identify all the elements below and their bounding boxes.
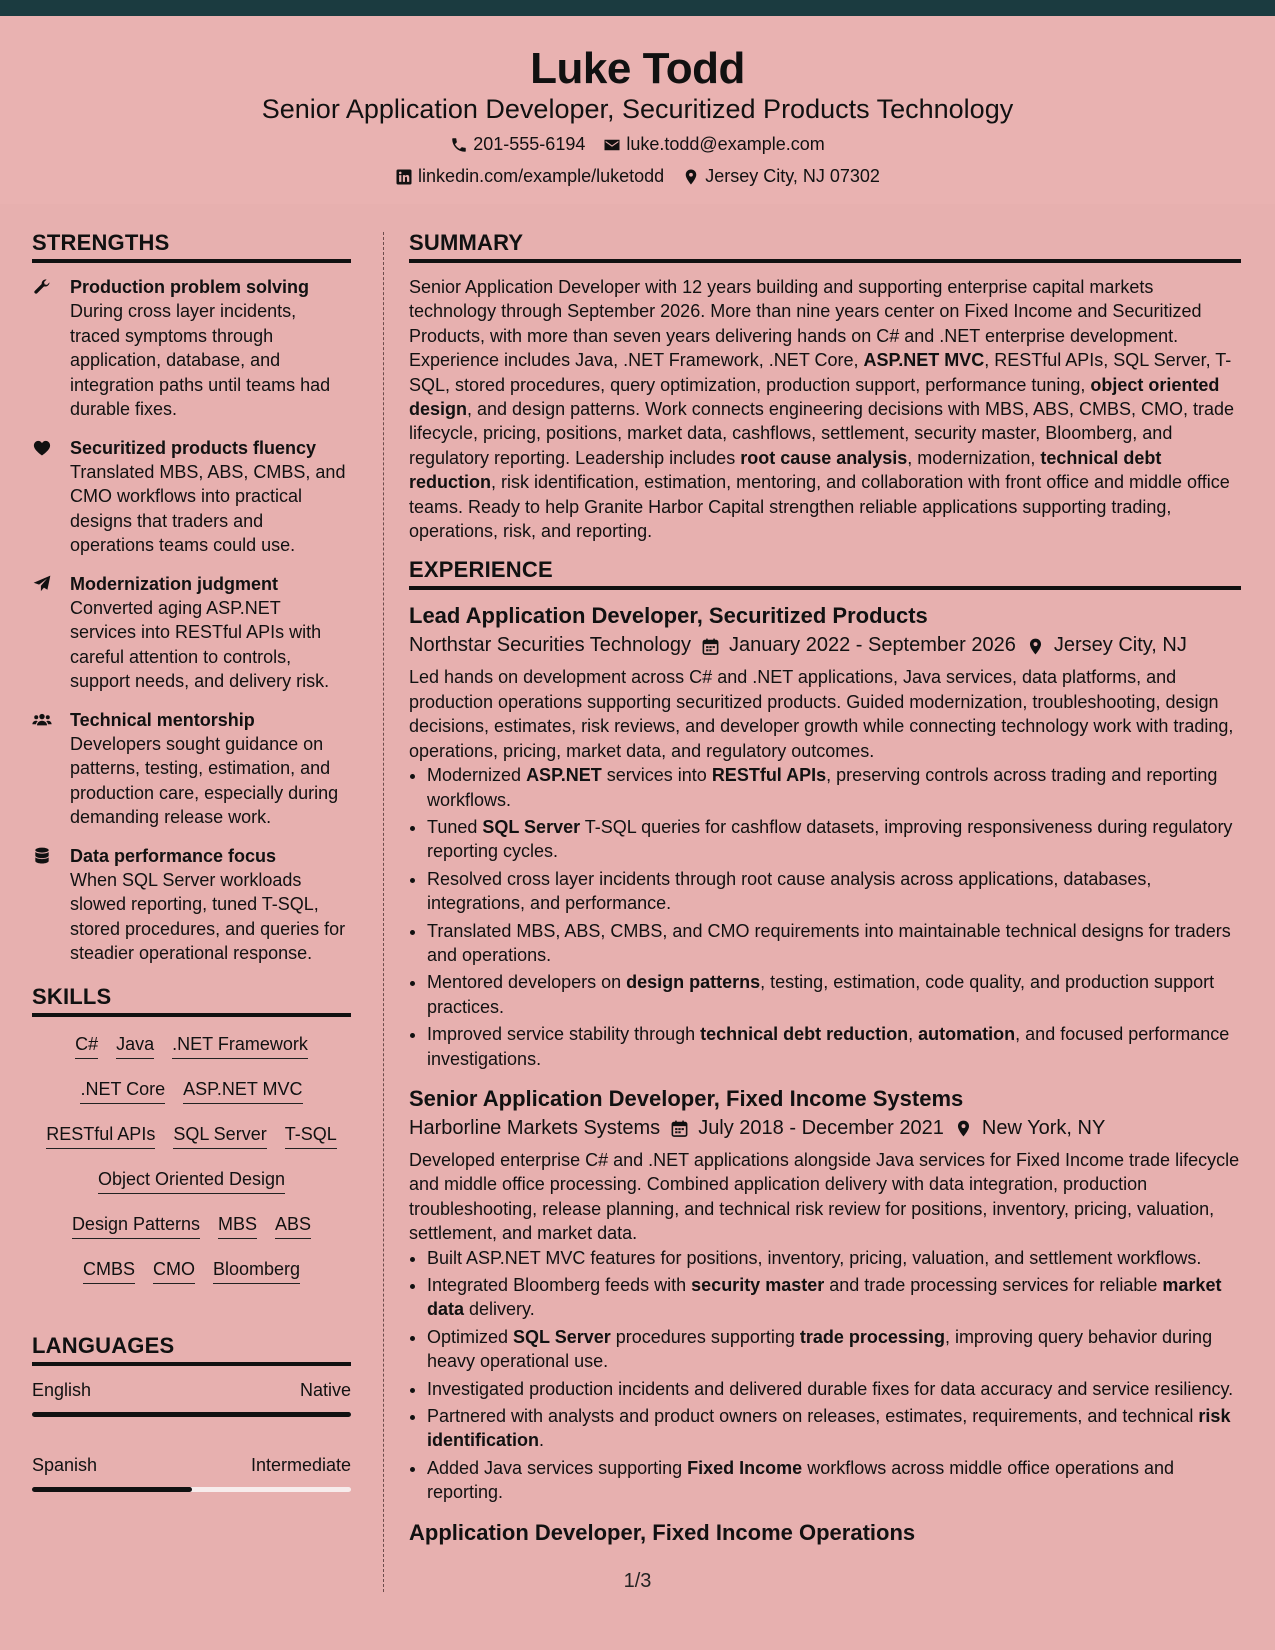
job-title: Senior Application Developer, Fixed Income Systems xyxy=(409,1085,964,1111)
language-level: Native xyxy=(299,1379,351,1400)
language-proficiency-bar xyxy=(32,1487,351,1492)
heart-icon xyxy=(32,436,70,558)
bold-keyword: design patterns xyxy=(626,972,761,993)
bold-keyword: Fixed Income xyxy=(687,1457,803,1478)
strength-text: Translated MBS, ABS, CMBS, and CMO workflows into practical designs that traders and operations teams could use. xyxy=(70,461,346,555)
job-bullet: • Tuned SQL Server T-SQL queries for cashflow datasets, improving responsiveness during regulatory reporting cycles. xyxy=(427,815,1241,864)
skill-tag: MBS xyxy=(218,1213,257,1239)
skill-row xyxy=(32,1213,351,1258)
bold-keyword: technical debt reduction xyxy=(409,447,1162,493)
strength-item xyxy=(32,275,351,422)
linkedin-contact[interactable] xyxy=(395,166,664,187)
map-pin-icon xyxy=(1026,637,1044,655)
job-title: Lead Application Developer, Securitized Products xyxy=(409,603,928,629)
job-bullets xyxy=(409,1246,1241,1505)
right-column xyxy=(409,230,1241,1547)
bold-keyword: technical debt reduction xyxy=(700,1024,909,1045)
job-location: New York, NY xyxy=(981,1116,1106,1139)
strength-title: Data performance focus xyxy=(70,845,277,866)
bold-keyword: SQL Server xyxy=(482,816,581,837)
map-pin-icon xyxy=(954,1119,972,1137)
bold-keyword: object oriented design xyxy=(409,374,1220,420)
job-bullet: • Modernized ASP.NET services into RESTful APIs, preserving controls across trading and reporting workflows. xyxy=(427,763,1241,812)
job-bullet: • Added Java services supporting Fixed Income workflows across middle office operations and reporting. xyxy=(427,1456,1241,1505)
wrench-icon xyxy=(32,275,70,422)
job-bullets xyxy=(409,763,1241,1071)
phone-icon xyxy=(450,136,468,154)
strengths-heading: STRENGTHS xyxy=(32,230,351,263)
skill-row xyxy=(32,1123,351,1168)
top-accent-bar xyxy=(0,0,1275,16)
skill-tag: CMO xyxy=(153,1258,195,1284)
strength-item xyxy=(32,436,351,558)
summary-heading: SUMMARY xyxy=(409,230,1241,263)
language-item xyxy=(32,1455,351,1492)
strength-title: Production problem solving xyxy=(70,277,310,297)
skill-tag: Design Patterns xyxy=(72,1213,200,1239)
languages-heading: LANGUAGES xyxy=(32,1333,351,1366)
language-proficiency-fill xyxy=(32,1412,351,1417)
job-bullet: • Translated MBS, ABS, CMBS, and CMO requirements into maintainable technical designs for traders and operations. xyxy=(427,919,1241,968)
phone-text: 201-555-6194 xyxy=(473,134,586,154)
language-proficiency-fill xyxy=(32,1487,192,1492)
skill-tag: ASP.NET MVC xyxy=(183,1078,302,1104)
email-text: luke.todd@example.com xyxy=(626,134,825,154)
skill-tag: Bloomberg xyxy=(213,1258,300,1284)
job-location: Jersey City, NJ xyxy=(1053,634,1187,657)
bold-keyword: SQL Server xyxy=(513,1326,611,1347)
skill-row xyxy=(32,1078,351,1123)
job-description: Led hands on development across C# and .NET applications, Java services, data platforms, and production operations supporting securitized products. Guided modernization, troubleshooting, design decisions, estimates, risk reviews, and developer growth while connecting technology work with trading, operations, pricing, market data, and regulatory outcomes. xyxy=(409,667,1234,761)
job-bullet: • Built ASP.NET MVC features for positions, inventory, pricing, valuation, and settlement workflows. xyxy=(427,1246,1241,1270)
skill-tag: C# xyxy=(75,1033,98,1059)
job-company: Northstar Securities Technology xyxy=(409,634,691,657)
calendar-icon xyxy=(701,637,719,655)
language-item xyxy=(32,1380,351,1417)
strength-title: Modernization judgment xyxy=(70,573,278,594)
skill-tag: RESTful APIs xyxy=(46,1123,155,1149)
strength-text: During cross layer incidents, traced symptoms through application, database, and integration paths until teams had durable fixes. xyxy=(70,301,331,419)
bold-keyword: root cause analysis xyxy=(740,447,908,468)
email-contact[interactable] xyxy=(603,134,824,155)
column-divider xyxy=(383,232,384,1592)
job-description: Developed enterprise C# and .NET applications alongside Java services for Fixed Income trade lifecycle and middle office processing. Combined application delivery with data integration, production troubleshooting, release planning, and technical risk review for positions, inventory, pricing, valuation, settlement, and market data. xyxy=(409,1149,1240,1244)
language-name: Spanish xyxy=(32,1454,98,1475)
strength-text: Developers sought guidance on patterns, testing, estimation, and production care, especially during demanding release work. xyxy=(70,733,339,827)
bold-keyword: ASP.NET xyxy=(526,765,602,786)
bold-keyword: risk identification xyxy=(427,1406,1231,1451)
users-icon xyxy=(32,708,70,830)
calendar-icon xyxy=(670,1119,688,1137)
job-bullet: • Integrated Bloomberg feeds with security master and trade processing services for reliable market data delivery. xyxy=(427,1273,1241,1322)
job-entry xyxy=(409,1519,1241,1547)
job-entry xyxy=(409,1085,1241,1505)
bold-keyword: ASP.NET MVC xyxy=(863,350,985,371)
envelope-icon xyxy=(603,136,621,154)
skill-tag: ABS xyxy=(275,1213,311,1239)
page-number: 1/3 xyxy=(623,1570,652,1592)
job-company: Harborline Markets Systems xyxy=(409,1116,661,1139)
skill-row xyxy=(32,1258,351,1303)
bold-keyword: automation xyxy=(918,1024,1016,1045)
job-bullet: • Improved service stability through technical debt reduction, automation, and focused performance investigations. xyxy=(427,1022,1241,1071)
experience-heading: EXPERIENCE xyxy=(409,557,1241,590)
skill-tag: .NET Core xyxy=(80,1078,165,1104)
candidate-role: Senior Application Developer, Securitized Products Technology xyxy=(261,94,1014,124)
skill-tag: SQL Server xyxy=(173,1123,266,1149)
skill-tag: Object Oriented Design xyxy=(98,1168,285,1194)
skill-tag: T-SQL xyxy=(285,1123,337,1149)
contact-line-2 xyxy=(0,166,1275,187)
candidate-name: Luke Todd xyxy=(530,44,745,93)
strength-text: Converted aging ASP.NET services into RESTful APIs with careful attention to controls, support needs, and delivery risk. xyxy=(70,597,330,691)
skill-tag: .NET Framework xyxy=(172,1033,308,1059)
job-meta xyxy=(409,1117,1241,1140)
skills-heading: SKILLS xyxy=(32,984,351,1017)
linkedin-icon xyxy=(395,168,413,186)
strength-text: When SQL Server workloads slowed reporting, tuned T-SQL, stored procedures, and queries for steadier operational response. xyxy=(70,869,346,963)
bold-keyword: market data xyxy=(427,1275,1222,1320)
language-level: Intermediate xyxy=(250,1454,351,1475)
job-dates: July 2018 - December 2021 xyxy=(698,1116,944,1139)
language-proficiency-bar xyxy=(32,1412,351,1417)
skill-row xyxy=(32,1033,351,1078)
location-contact xyxy=(682,166,880,187)
strength-title: Technical mentorship xyxy=(70,709,255,730)
database-icon xyxy=(32,844,70,966)
job-bullet: • Optimized SQL Server procedures supporting trade processing, improving query behavior during heavy operational use. xyxy=(427,1325,1241,1374)
strength-item xyxy=(32,572,351,694)
summary-text: Senior Application Developer with 12 years building and supporting enterprise capital markets technology through September 2026. More than nine years center on Fixed Income and Securitized Products, with more than seven years delivering hands on C# and .NET enterprise development. Experience includes Java, .NET Framework, .NET Core, ASP.NET MVC, RESTful APIs, SQL Server, T-SQL, stored procedures, query optimization, production support, performance tuning, object oriented design, and design patterns. Work connects engineering decisions with MBS, ABS, CMBS, CMO, trade lifecycle, pricing, positions, market data, cashflows, settlement, security master, Bloomberg, and regulatory reporting. Leadership includes root cause analysis, modernization, technical debt reduction, risk identification, estimation, mentoring, and collaboration with front office and middle office teams. Ready to help Granite Harbor Capital strengthen reliable applications supporting trading, operations, risk, and reporting. xyxy=(409,277,1235,542)
bold-keyword: trade processing xyxy=(799,1326,945,1347)
job-dates: January 2022 - September 2026 xyxy=(729,634,1016,657)
map-pin-icon xyxy=(682,168,700,186)
job-bullet: • Investigated production incidents and delivered durable fixes for data accuracy and service resiliency. xyxy=(427,1377,1241,1401)
resume-header xyxy=(0,16,1275,204)
job-meta xyxy=(409,634,1241,657)
left-column xyxy=(32,230,351,1530)
job-bullet: • Mentored developers on design patterns, testing, estimation, code quality, and production support practices. xyxy=(427,970,1241,1019)
job-bullet: • Partnered with analysts and product owners on releases, estimates, requirements, and technical risk identification. xyxy=(427,1404,1241,1453)
paper-plane-icon xyxy=(32,572,70,694)
job-title: Application Developer, Fixed Income Operations xyxy=(409,1519,916,1545)
skill-row xyxy=(32,1168,351,1213)
language-name: English xyxy=(32,1379,92,1400)
strength-item xyxy=(32,844,351,966)
strength-item xyxy=(32,708,351,830)
bold-keyword: RESTful APIs xyxy=(711,765,827,786)
linkedin-text: linkedin.com/example/luketodd xyxy=(418,166,665,186)
strength-title: Securitized products fluency xyxy=(70,437,317,458)
bold-keyword: security master xyxy=(691,1275,825,1295)
contact-line-1 xyxy=(0,134,1275,155)
phone-contact xyxy=(450,134,585,155)
skill-tag: Java xyxy=(116,1033,154,1059)
job-entry xyxy=(409,602,1241,1071)
job-bullet: • Resolved cross layer incidents through root cause analysis across applications, databases, integrations, and performance. xyxy=(427,867,1241,916)
skills-list xyxy=(32,1029,351,1303)
location-text: Jersey City, NJ 07302 xyxy=(705,166,880,186)
skill-tag: CMBS xyxy=(83,1258,135,1284)
